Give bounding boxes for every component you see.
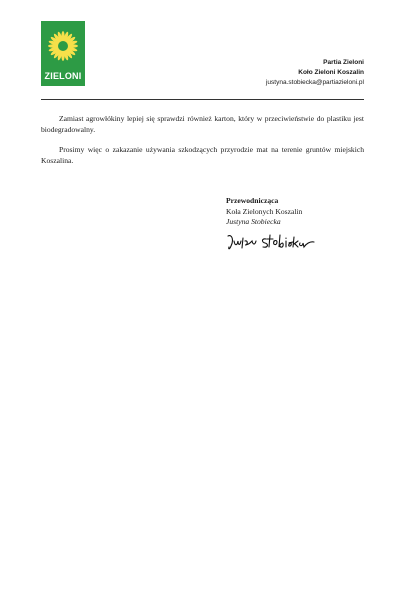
logo-text: ZIELONI xyxy=(44,71,82,81)
paragraph: Zamiast agrowłókiny lepiej się sprawdzi również karton, który w przeciwieństwie do plastiku jest biodegradowalny. xyxy=(41,114,364,134)
header-email: justyna.stobiecka@partiazieloni.pl xyxy=(265,79,364,86)
header-branch: Koło Zieloni Koszalin xyxy=(298,69,364,76)
letter-body xyxy=(41,114,364,176)
signature-role: Przewodnicząca xyxy=(226,196,279,205)
header-contact xyxy=(266,58,364,88)
signature-organization: Koła Zielonych Koszalin xyxy=(226,206,303,216)
zieloni-logo xyxy=(41,21,85,86)
handwritten-signature xyxy=(226,232,318,252)
signature-block xyxy=(226,196,318,252)
sunflower-icon xyxy=(41,21,85,71)
header-org: Partia Zieloni xyxy=(323,59,364,66)
signature-name: Justyna Stobiecka xyxy=(226,217,281,226)
header-divider xyxy=(41,99,364,100)
paragraph: Prosimy więc o zakazanie używania szkodzących przyrodzie mat na terenie gruntów miejskich Koszalina. xyxy=(41,145,364,165)
